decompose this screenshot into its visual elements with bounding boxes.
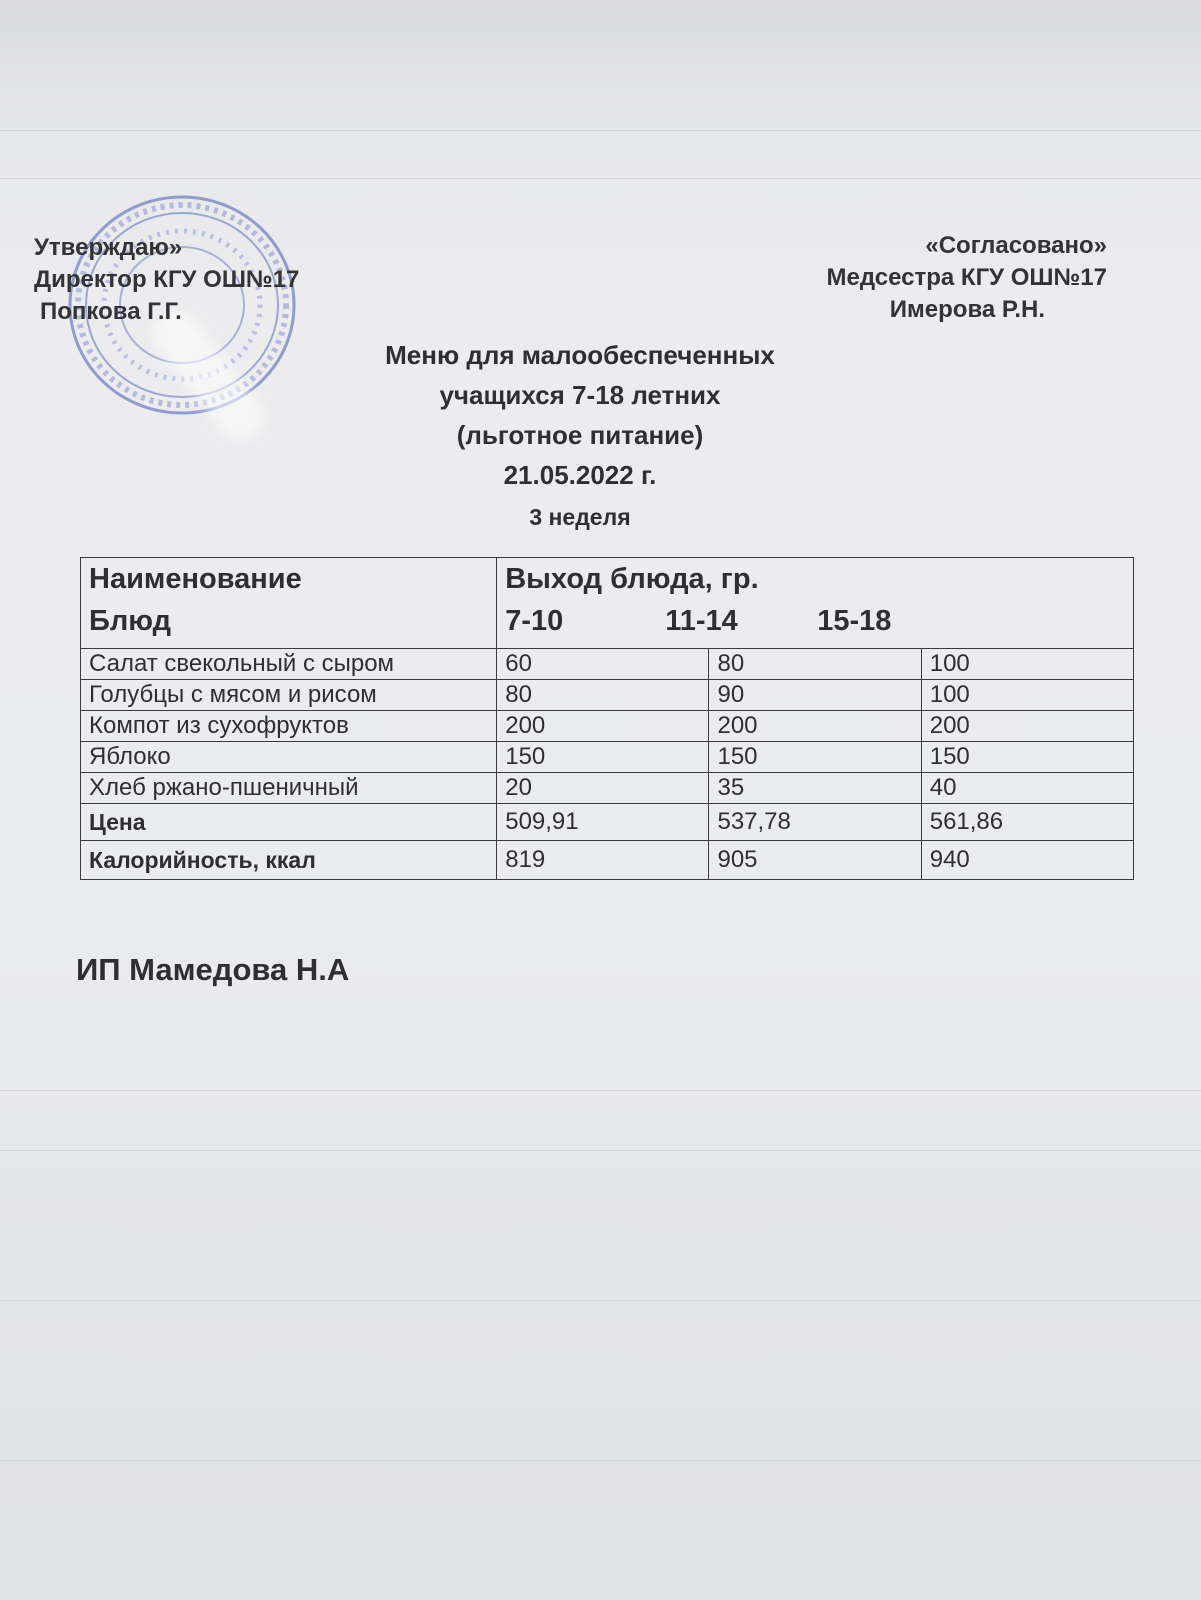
agreement-line-3: Имерова Р.Н. xyxy=(889,296,1045,323)
header-output xyxy=(497,558,1134,649)
header-output-label: Выход блюда, гр. xyxy=(505,563,759,595)
header-dish-name xyxy=(81,558,497,649)
approval-line-3: Попкова Г.Г. xyxy=(40,298,182,325)
dish-value: 20 xyxy=(497,773,709,804)
dish-value: 100 xyxy=(921,649,1133,680)
approval-line-2: Директор КГУ ОШ№17 xyxy=(34,266,300,293)
scan-streak xyxy=(0,178,1201,179)
dish-name: Салат свекольный с сыром xyxy=(81,649,497,680)
dish-value: 200 xyxy=(921,711,1133,742)
title-line-3: (льготное питание) xyxy=(456,420,704,450)
menu-table xyxy=(80,557,1134,880)
dish-name: Хлеб ржано-пшеничный xyxy=(81,773,497,804)
price-value: 537,78 xyxy=(709,804,921,841)
scan-streak xyxy=(0,1300,1201,1301)
dish-value: 100 xyxy=(921,680,1133,711)
dish-value: 150 xyxy=(497,742,709,773)
agreement-line-1: «Согласовано» xyxy=(925,232,1107,259)
header-name-line-1: Наименование xyxy=(89,563,302,595)
price-value: 561,86 xyxy=(921,804,1133,841)
menu-title xyxy=(280,335,880,535)
table-row xyxy=(81,773,1134,804)
calories-label: Калорийность, ккал xyxy=(81,841,497,880)
calories-row xyxy=(81,841,1134,880)
dish-value: 90 xyxy=(709,680,921,711)
age-group-2: 11-14 xyxy=(665,605,738,637)
title-line-2: учащихся 7-18 летних xyxy=(439,380,721,410)
title-date: 21.05.2022 г. xyxy=(503,460,657,490)
agreement-line-2: Медсестра КГУ ОШ№17 xyxy=(826,264,1107,291)
table-row xyxy=(81,649,1134,680)
agreement-block xyxy=(827,230,1108,326)
table-header-row xyxy=(81,558,1134,649)
header-name-line-2: Блюд xyxy=(89,605,172,637)
scan-streak xyxy=(0,1090,1201,1091)
calories-value: 905 xyxy=(709,841,921,880)
age-group-1: 7-10 xyxy=(505,605,564,637)
calories-value: 819 xyxy=(497,841,709,880)
table-row xyxy=(81,680,1134,711)
header-ages xyxy=(505,600,1125,642)
scan-streak xyxy=(0,130,1201,131)
price-label: Цена xyxy=(81,804,497,841)
age-group-3: 15-18 xyxy=(817,605,892,637)
price-row xyxy=(81,804,1134,841)
approval-line-1: Утверждаю» xyxy=(34,234,183,261)
dish-value: 150 xyxy=(709,742,921,773)
supplier-signature: ИП Мамедова Н.А xyxy=(76,952,350,987)
scan-streak xyxy=(0,1460,1201,1461)
dish-value: 80 xyxy=(709,649,921,680)
price-value: 509,91 xyxy=(497,804,709,841)
calories-value: 940 xyxy=(921,841,1133,880)
dish-value: 35 xyxy=(709,773,921,804)
title-line-1: Меню для малообеспеченных xyxy=(385,340,775,370)
dish-value: 80 xyxy=(497,680,709,711)
dish-value: 200 xyxy=(497,711,709,742)
scan-streak xyxy=(0,1150,1201,1151)
dish-name: Голубцы с мясом и рисом xyxy=(81,680,497,711)
dish-value: 150 xyxy=(921,742,1133,773)
dish-name: Яблоко xyxy=(81,742,497,773)
approval-block xyxy=(34,232,299,328)
dish-value: 60 xyxy=(497,649,709,680)
dish-value: 200 xyxy=(709,711,921,742)
dish-value: 40 xyxy=(921,773,1133,804)
table-row xyxy=(81,742,1134,773)
table-row xyxy=(81,711,1134,742)
dish-name: Компот из сухофруктов xyxy=(81,711,497,742)
title-week: 3 неделя xyxy=(529,504,631,530)
